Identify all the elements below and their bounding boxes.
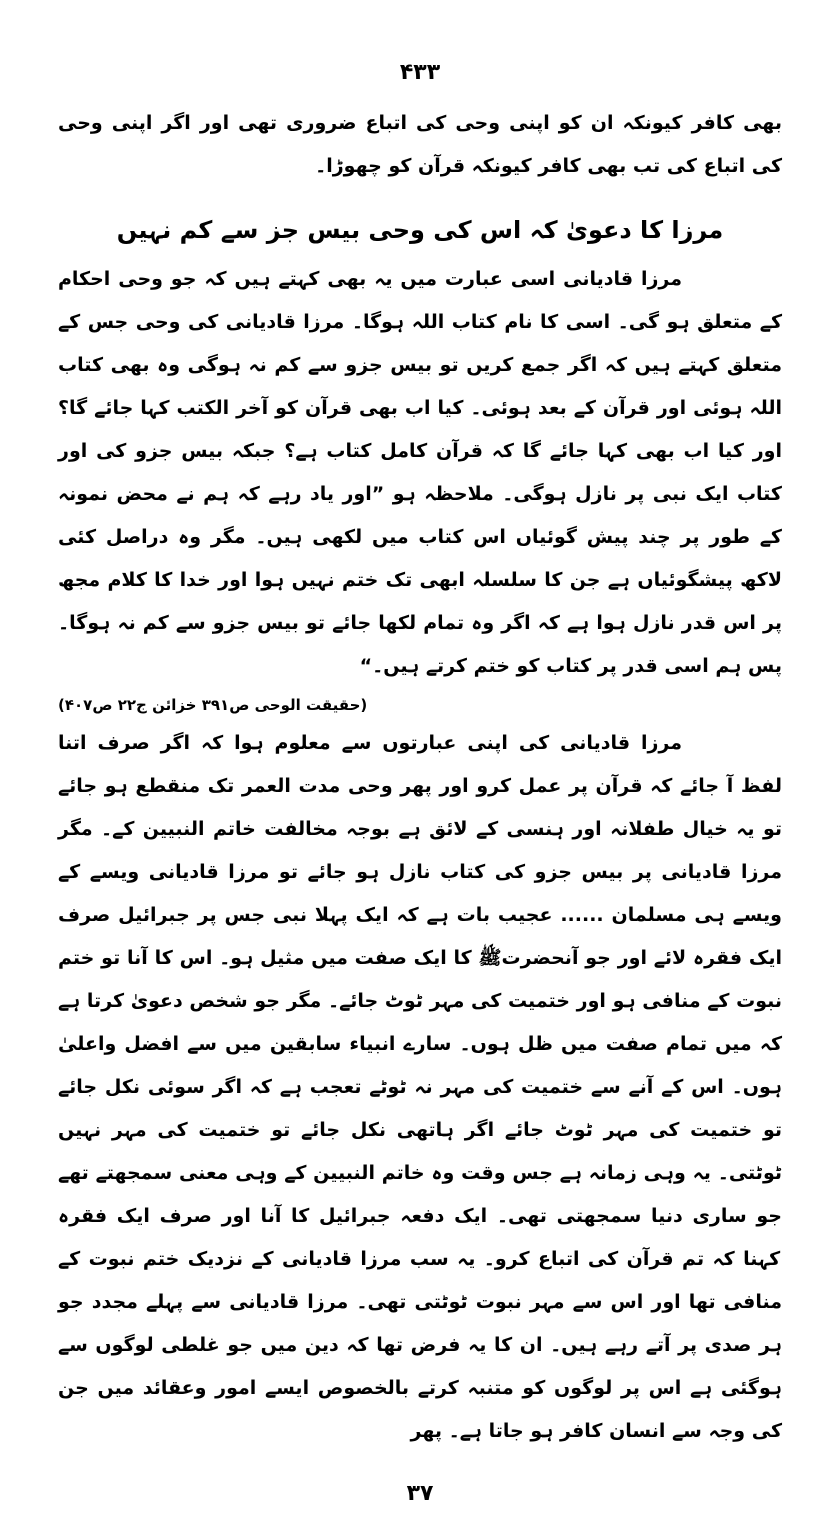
- intro-paragraph: [58, 102, 782, 188]
- citation: (حقیقت الوحی ص۳۹۱ خزائن ج۲۲ ص۴۰۷): [58, 696, 368, 714]
- text-line: کریں تو بیس جزو سے کم نہ ہوگی وہ بھی کتاب اللہ ہوئی اور قرآن کے بعد ہوئی۔ کیا: [58, 354, 782, 419]
- commentary-paragraph: [58, 722, 782, 1453]
- section-heading: مرزا کا دعویٰ کہ اس کی وحی بیس جز سے کم نہیں: [116, 216, 724, 244]
- text-line: مرزا قادیانی اسی عبارت میں یہ بھی کہتے ہیں کہ جو وحی احکام کے متعلق ہو: [58, 268, 782, 333]
- text-line: کہ ہم نے محض نمونہ کے طور پر چند پیش گوئیاں اس کتاب میں لکھی ہیں۔ مگر وہ دراصل: [58, 483, 782, 548]
- text-line: میں تمام صفت میں ظل ہوں۔ سارے انبیاء سابقین میں سے افضل واعلیٰ ہوں۔ اس کے: [58, 1033, 782, 1098]
- text-line: کئی لاکھ پیشگوئیاں ہے جن کا سلسلہ ابھی تک ختم نہیں ہوا اور خدا کا کلام مجھ پر اس قدر: [58, 526, 782, 634]
- text-line: کتاب ہے؟ جبکہ بیس جزو کی اور کتاب ایک نبی پر نازل ہوگی۔ ملاحظہ ہو ”اور یاد رہے: [58, 440, 782, 505]
- citation-row: [58, 688, 782, 722]
- page-footer-number: ۳۷: [406, 1481, 434, 1506]
- text-line: لائق ہے بوجہ مخالفت خاتم النبیین کے۔ مگر مرزا قادیانی پر بیس جزو کی کتاب نازل ہو: [58, 818, 782, 883]
- text-line: قرآن پر عمل کرو اور پھر وحی مدت العمر تک منقطع ہو جائے تو یہ خیال طفلانہ اور ہنسی کے: [58, 775, 782, 840]
- text-line: جائے تو مرزا قادیانی ویسے کے ویسے ہی مسلمان ...... عجیب بات ہے کہ ایک پہلا نبی: [58, 861, 782, 926]
- text-line: متنبہ کرتے بالخصوص ایسے امور وعقائد میں جن کی وجہ سے انسان کافر ہو جاتا ہے۔ پھر: [58, 1377, 782, 1442]
- text-line: نازل ہوا ہے کہ اگر وہ تمام لکھا جائے تو بیس جزو سے کم نہ ہوگا۔ پس ہم اسی قدر پر: [58, 612, 782, 677]
- quotation-paragraph: [58, 258, 782, 688]
- text-line: گی۔ اسی کا نام کتاب اللہ ہوگا۔ مرزا قادیانی کی وحی جس کے متعلق کہتے ہیں کہ اگر جمع: [58, 311, 782, 376]
- text-line: النبیین کے وہی معنی سمجھتے تھے جو ساری دنیا سمجھتی تھی۔ ایک دفعہ جبرائیل کا آنا اور صرف: [58, 1162, 782, 1227]
- text-line: ایک فقرہ کہنا کہ تم قرآن کی اتباع کرو۔ یہ سب مرزا قادیانی کے نزدیک ختم نبوت کے: [58, 1205, 781, 1270]
- text-line: کتاب کو ختم کرتے ہیں۔“: [359, 655, 592, 677]
- text-line: آنا تو ختم نبوت کے منافی ہو اور ختمیت کی مہر ٹوٹ جائے۔ مگر جو شخص دعویٰ کرتا ہے کہ: [58, 947, 783, 1055]
- book-page-number: ۴۳۳: [399, 60, 441, 85]
- text-line: مرزا قادیانی کی اپنی عبارتوں سے معلوم ہوا کہ اگر صرف اتنا لفظ آ جائے کہ: [58, 732, 782, 797]
- text-line: بھی کافر کیونکہ ان کو اپنی وحی کی اتباع ضروری تھی اور اگر اپنی وحی کی اتباع کی تب بھی: [58, 112, 782, 177]
- text-line: منافی تھا اور اس سے مہر نبوت ٹوٹتی تھی۔ مرزا قادیانی سے پہلے مجدد جو ہر صدی پر آتے: [58, 1291, 782, 1356]
- text-line: اب بھی قرآن کو آخر الکتب کہا جائے گا؟ اور کیا اب بھی کہا جائے گا کہ قرآن کامل: [58, 397, 782, 462]
- text-line: کافر کیونکہ قرآن کو چھوڑا۔: [315, 155, 581, 177]
- text-line: جس پر جبرائیل صرف ایک فقرہ لائے اور جو آنحضرتﷺ کا ایک صفت میں مثیل ہو۔ اس کا: [58, 904, 782, 969]
- text-line: رہے ہیں۔ ان کا یہ فرض تھا کہ دین میں جو غلطی لوگوں سے ہوگئی ہے اس پر لوگوں کو: [58, 1334, 783, 1399]
- text-line: جائے اگر ہاتھی نکل جائے تو ختمیت کی مہر نہیں ٹوٹتی۔ یہ وہی زمانہ ہے جس وقت وہ خاتم: [58, 1119, 782, 1184]
- text-line: آنے سے ختمیت کی مہر نہ ٹوٹے تعجب ہے کہ اگر سوئی نکل جائے تو ختمیت کی مہر ٹوٹ: [58, 1076, 782, 1141]
